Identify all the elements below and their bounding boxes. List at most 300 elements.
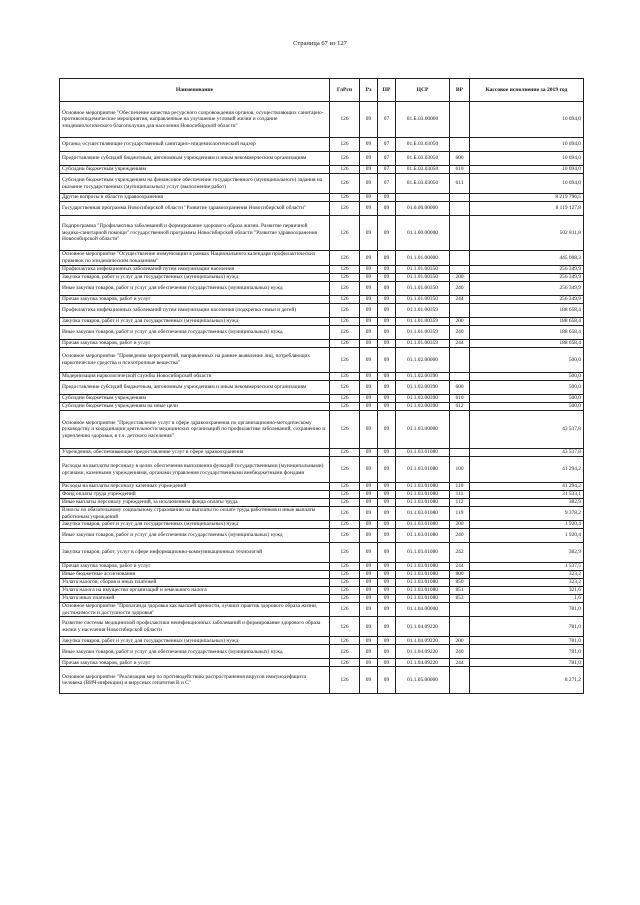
- cell-name: Расходы на выплаты персоналу казенных учреждений: [60, 483, 330, 491]
- cell-grp: 126: [330, 457, 360, 483]
- cell-pr: 09: [378, 194, 396, 202]
- cell-pr: 07: [378, 102, 396, 138]
- table-row: [60, 194, 584, 202]
- cell-rz: 09: [360, 543, 378, 563]
- cell-csr: 01.1.02.00390: [396, 381, 450, 395]
- cell-vr: [450, 138, 470, 152]
- cell-rz: 09: [360, 521, 378, 529]
- cell-pr: 09: [378, 274, 396, 282]
- cell-name: Прочая закупка товаров, работ и услуг: [60, 659, 330, 667]
- table-row: [60, 251, 584, 266]
- cell-csr: 01.1.03.01080: [396, 571, 450, 579]
- cell-sum: 500,0: [470, 348, 584, 373]
- table-row: [60, 403, 584, 411]
- cell-pr: 09: [378, 411, 396, 449]
- cell-grp: 126: [330, 563, 360, 571]
- table-body: [60, 102, 584, 694]
- cell-rz: 09: [360, 166, 378, 174]
- cell-name: Профилактика инфекционных заболеваний путем иммунизации населения: [60, 266, 330, 274]
- cell-sum: 256 349,9: [470, 296, 584, 304]
- cell-rz: 09: [360, 296, 378, 304]
- cell-name: Основное мероприятие "Проведение мероприятий, направленных на раннее выявление лиц, потребляющих наркотические средства и психотропные вещества": [60, 348, 330, 373]
- cell-sum: 8 219 796,5: [470, 194, 584, 202]
- page-number-label: Страница 67 из 127: [293, 40, 347, 47]
- cell-rz: 09: [360, 138, 378, 152]
- cell-csr: 01.1.04.09220: [396, 637, 450, 645]
- cell-name: Субсидии бюджетным учреждениям на иные цели: [60, 403, 330, 411]
- cell-pr: 09: [378, 304, 396, 318]
- header-csr: ЦСР: [396, 79, 450, 102]
- table-row: [60, 645, 584, 659]
- cell-name: Субсидии бюджетным учреждениям: [60, 166, 330, 174]
- cell-name: Предоставление субсидий бюджетным, автономным учреждениям и иным некоммерческим организациям: [60, 381, 330, 395]
- cell-vr: 110: [450, 483, 470, 491]
- cell-name: Прочая закупка товаров, работ и услуг: [60, 563, 330, 571]
- cell-pr: 09: [378, 282, 396, 296]
- cell-sum: 10 694,0: [470, 152, 584, 166]
- cell-vr: 851: [450, 587, 470, 595]
- cell-name: Уплата налогов, сборов и иных платежей: [60, 579, 330, 587]
- cell-grp: 126: [330, 138, 360, 152]
- cell-name: Фонд оплаты труда учреждений: [60, 491, 330, 499]
- cell-name: Иные закупки товаров, работ и услуг для обеспечения государственных (муниципальных) нужд: [60, 282, 330, 296]
- cell-vr: 800: [450, 571, 470, 579]
- cell-sum: 382,9: [470, 499, 584, 507]
- header-name: Наименование: [60, 79, 330, 102]
- cell-sum: 43 537,8: [470, 411, 584, 449]
- cell-name: Иные закупки товаров, работ и услуг для обеспечения государственных (муниципальных) нужд: [60, 645, 330, 659]
- cell-pr: 09: [378, 645, 396, 659]
- cell-name: Закупка товаров, работ и услуг для государственных (муниципальных) нужд: [60, 521, 330, 529]
- cell-pr: 09: [378, 483, 396, 491]
- cell-sum: 445 008,3: [470, 251, 584, 266]
- cell-csr: 01.1.01.00359: [396, 304, 450, 318]
- cell-rz: 09: [360, 563, 378, 571]
- cell-csr: [396, 194, 450, 202]
- cell-rz: 09: [360, 507, 378, 521]
- cell-vr: [450, 449, 470, 457]
- cell-name: Закупка товаров, работ и услуг для государственных (муниципальных) нужд: [60, 318, 330, 326]
- cell-grp: 126: [330, 373, 360, 381]
- cell-csr: 01.1.04.09220: [396, 659, 450, 667]
- cell-vr: [450, 373, 470, 381]
- cell-sum: 781,0: [470, 637, 584, 645]
- cell-pr: 09: [378, 491, 396, 499]
- cell-grp: 126: [330, 348, 360, 373]
- cell-vr: 850: [450, 579, 470, 587]
- cell-grp: 126: [330, 282, 360, 296]
- cell-pr: 09: [378, 499, 396, 507]
- table-row: [60, 138, 584, 152]
- cell-csr: 01.1.03.01080: [396, 563, 450, 571]
- cell-vr: 244: [450, 563, 470, 571]
- cell-name: Основное мероприятие "Осуществление иммунизации в рамках Национального календаря профилактических прививок по эпидемическим показаниям": [60, 251, 330, 266]
- cell-grp: 126: [330, 603, 360, 617]
- table-header-row: [60, 79, 584, 102]
- cell-csr: 01.1.04.09220: [396, 617, 450, 637]
- table-row: [60, 216, 584, 251]
- cell-grp: 126: [330, 216, 360, 251]
- cell-name: Основное мероприятие "Реализация мер по противодействию распространения вирусов иммунодефицита человека (ВИЧ-инфекции) и вирусных гепатитов В и С": [60, 667, 330, 694]
- table-row: [60, 202, 584, 216]
- cell-rz: 09: [360, 617, 378, 637]
- cell-pr: 09: [378, 595, 396, 603]
- table-row: [60, 373, 584, 381]
- header-rz: Рз: [360, 79, 378, 102]
- cell-rz: 09: [360, 529, 378, 543]
- cell-vr: 244: [450, 296, 470, 304]
- cell-rz: 09: [360, 659, 378, 667]
- cell-pr: 09: [378, 403, 396, 411]
- cell-sum: 10 694,0: [470, 138, 584, 152]
- table-row: [60, 587, 584, 595]
- cell-vr: 600: [450, 152, 470, 166]
- cell-rz: 09: [360, 603, 378, 617]
- cell-sum: 781,0: [470, 659, 584, 667]
- cell-name: Расходы на выплаты персоналу в целях обеспечения выполнения функций государственными (муниципальными) органами, казенными учреждениями, органами управления государственными внебюджетными фондами: [60, 457, 330, 483]
- cell-grp: 126: [330, 579, 360, 587]
- cell-rz: 09: [360, 595, 378, 603]
- cell-csr: 01.Б.03.03050: [396, 138, 450, 152]
- cell-sum: 41 294,2: [470, 483, 584, 491]
- cell-name: Субсидии бюджетным учреждениям на финансовое обеспечение государственного (муниципального) задания на оказание государственных (муниципальных) услуг (выполнение работ): [60, 174, 330, 194]
- cell-name: Прочая закупка товаров, работ и услуг: [60, 340, 330, 348]
- cell-sum: 31 533,1: [470, 491, 584, 499]
- header-sum: Кассовое исполнение за 2019 год: [470, 79, 584, 102]
- cell-vr: 612: [450, 403, 470, 411]
- cell-name: Субсидии бюджетным учреждениям: [60, 395, 330, 403]
- table-row: [60, 491, 584, 499]
- cell-grp: 126: [330, 403, 360, 411]
- cell-rz: 09: [360, 381, 378, 395]
- cell-csr: 01.1.03.01080: [396, 507, 450, 521]
- cell-csr: 01.1.01.00359: [396, 326, 450, 340]
- table-row: [60, 340, 584, 348]
- table-row: [60, 667, 584, 694]
- cell-csr: 01.1.01.00000: [396, 251, 450, 266]
- cell-sum: 1,6: [470, 595, 584, 603]
- cell-pr: 09: [378, 563, 396, 571]
- cell-rz: 09: [360, 483, 378, 491]
- cell-name: Взносы по обязательному социальному страхованию на выплаты по оплате труда работников и иные выплаты работникам учреждений: [60, 507, 330, 521]
- cell-sum: 781,0: [470, 617, 584, 637]
- cell-rz: 09: [360, 499, 378, 507]
- cell-grp: 126: [330, 395, 360, 403]
- cell-sum: 8 271,2: [470, 667, 584, 694]
- cell-csr: 01.1.03.01080: [396, 491, 450, 499]
- cell-name: Государственная программа Новосибирской области "Развитие здравоохранения Новосибирской области": [60, 202, 330, 216]
- cell-grp: 126: [330, 521, 360, 529]
- cell-rz: 09: [360, 645, 378, 659]
- cell-grp: 126: [330, 251, 360, 266]
- cell-grp: 126: [330, 617, 360, 637]
- cell-rz: 09: [360, 449, 378, 457]
- cell-rz: 09: [360, 491, 378, 499]
- cell-name: Прочая закупка товаров, работ и услуг: [60, 296, 330, 304]
- cell-rz: 09: [360, 395, 378, 403]
- cell-name: Иные бюджетные ассигнования: [60, 571, 330, 579]
- cell-vr: 200: [450, 521, 470, 529]
- cell-vr: 119: [450, 507, 470, 521]
- cell-vr: 200: [450, 637, 470, 645]
- cell-rz: 09: [360, 403, 378, 411]
- cell-pr: 09: [378, 603, 396, 617]
- cell-csr: 01.1.02.00390: [396, 395, 450, 403]
- cell-rz: 09: [360, 373, 378, 381]
- cell-sum: 321,6: [470, 587, 584, 595]
- table-row: [60, 304, 584, 318]
- cell-sum: 1 920,4: [470, 529, 584, 543]
- cell-name: Иные выплаты персоналу учреждений, за исключением фонда оплаты труда: [60, 499, 330, 507]
- cell-pr: 09: [378, 395, 396, 403]
- table-row: [60, 507, 584, 521]
- cell-vr: [450, 102, 470, 138]
- cell-sum: 500,0: [470, 403, 584, 411]
- cell-pr: 09: [378, 216, 396, 251]
- cell-csr: 01.1.01.00350: [396, 296, 450, 304]
- cell-csr: 01.1.01.00350: [396, 282, 450, 296]
- cell-pr: 09: [378, 659, 396, 667]
- cell-grp: 126: [330, 667, 360, 694]
- cell-sum: 781,0: [470, 645, 584, 659]
- cell-name: Учреждения, обеспечивающие предоставление услуг в сфере здравоохранения: [60, 449, 330, 457]
- cell-sum: 188 658,4: [470, 304, 584, 318]
- cell-rz: 09: [360, 266, 378, 274]
- cell-sum: 1 920,4: [470, 521, 584, 529]
- cell-grp: 126: [330, 449, 360, 457]
- cell-rz: 09: [360, 340, 378, 348]
- cell-csr: 01.1.01.00350: [396, 266, 450, 274]
- cell-grp: 126: [330, 102, 360, 138]
- cell-rz: 09: [360, 348, 378, 373]
- cell-vr: 244: [450, 659, 470, 667]
- cell-name: Уплата налога на имущество организаций и земельного налога: [60, 587, 330, 595]
- cell-rz: 09: [360, 216, 378, 251]
- cell-grp: 126: [330, 491, 360, 499]
- table-row: [60, 266, 584, 274]
- cell-name: Другие вопросы в области здравоохранения: [60, 194, 330, 202]
- header-grp: ГлРсп: [330, 79, 360, 102]
- cell-grp: 126: [330, 645, 360, 659]
- cell-grp: 126: [330, 194, 360, 202]
- cell-vr: 200: [450, 274, 470, 282]
- cell-pr: 09: [378, 266, 396, 274]
- cell-name: Основное мероприятие "Обеспечение качества ресурсного сопровождения органов, осуществляющих санитарно-противоэпидемические мероприятия, направленные на улучшение условий жизни и создание эпидемиологического благополучия для населения Новосибирской области": [60, 102, 330, 138]
- cell-rz: 09: [360, 152, 378, 166]
- cell-sum: 8 119 127,8: [470, 202, 584, 216]
- cell-rz: 09: [360, 304, 378, 318]
- cell-grp: 126: [330, 326, 360, 340]
- cell-rz: 09: [360, 202, 378, 216]
- cell-pr: 09: [378, 507, 396, 521]
- table-row: [60, 543, 584, 563]
- table-row: [60, 449, 584, 457]
- cell-grp: 126: [330, 483, 360, 491]
- cell-sum: 43 537,8: [470, 449, 584, 457]
- cell-pr: 09: [378, 579, 396, 587]
- table-row: [60, 595, 584, 603]
- cell-name: Закупка товаров, работ и услуг для государственных (муниципальных) нужд: [60, 274, 330, 282]
- cell-vr: 240: [450, 282, 470, 296]
- table-row: [60, 563, 584, 571]
- cell-name: Подпрограмма "Профилактика заболеваний и формирование здорового образа жизни. Развитие первичной медико-санитарной помощи" государственной программы Новосибирской области "Развитие здравоохранения Новосибирской области": [60, 216, 330, 251]
- cell-csr: 01.1.00.00000: [396, 216, 450, 251]
- cell-sum: 781,0: [470, 603, 584, 617]
- table-row: [60, 521, 584, 529]
- cell-grp: 126: [330, 571, 360, 579]
- cell-pr: 07: [378, 174, 396, 194]
- cell-rz: 09: [360, 457, 378, 483]
- cell-pr: 07: [378, 166, 396, 174]
- cell-pr: 09: [378, 617, 396, 637]
- cell-vr: 240: [450, 529, 470, 543]
- table-row: [60, 499, 584, 507]
- cell-csr: 01.1.03.01080: [396, 521, 450, 529]
- cell-pr: 09: [378, 521, 396, 529]
- cell-vr: [450, 266, 470, 274]
- cell-grp: 126: [330, 381, 360, 395]
- cell-vr: [450, 411, 470, 449]
- cell-sum: 500,0: [470, 381, 584, 395]
- cell-sum: 9 378,2: [470, 507, 584, 521]
- table-row: [60, 659, 584, 667]
- cell-grp: 126: [330, 318, 360, 326]
- cell-vr: 111: [450, 491, 470, 499]
- table-row: [60, 411, 584, 449]
- table-row: [60, 102, 584, 138]
- cell-pr: 07: [378, 152, 396, 166]
- cell-pr: 09: [378, 571, 396, 579]
- cell-pr: 09: [378, 373, 396, 381]
- cell-pr: 09: [378, 529, 396, 543]
- cell-name: Органы, осуществляющие государственный санитарно-эпидемиологический надзор: [60, 138, 330, 152]
- cell-pr: 09: [378, 326, 396, 340]
- cell-rz: 09: [360, 667, 378, 694]
- cell-grp: 126: [330, 304, 360, 318]
- cell-pr: 09: [378, 340, 396, 348]
- cell-grp: 126: [330, 340, 360, 348]
- table-row: [60, 637, 584, 645]
- cell-grp: 126: [330, 659, 360, 667]
- table-row: [60, 457, 584, 483]
- cell-vr: 242: [450, 543, 470, 563]
- cell-csr: 01.1.03.01080: [396, 595, 450, 603]
- cell-name: Иные закупки товаров, работ и услуг для обеспечения государственных (муниципальных) нужд: [60, 529, 330, 543]
- table-row: [60, 603, 584, 617]
- table-row: [60, 152, 584, 166]
- cell-rz: 09: [360, 411, 378, 449]
- table-row: [60, 395, 584, 403]
- cell-csr: 01.Б.03.03050: [396, 174, 450, 194]
- table-row: [60, 326, 584, 340]
- cell-vr: [450, 216, 470, 251]
- cell-vr: [450, 667, 470, 694]
- table-row: [60, 579, 584, 587]
- cell-sum: 500,0: [470, 395, 584, 403]
- cell-vr: 610: [450, 395, 470, 403]
- cell-pr: 09: [378, 202, 396, 216]
- cell-vr: 100: [450, 457, 470, 483]
- cell-grp: 126: [330, 543, 360, 563]
- cell-pr: 09: [378, 348, 396, 373]
- cell-name: Модернизация наркологической службы Новосибирской области: [60, 373, 330, 381]
- cell-sum: 188 658,4: [470, 326, 584, 340]
- cell-csr: 01.1.01.00350: [396, 274, 450, 282]
- cell-vr: 853: [450, 595, 470, 603]
- cell-csr: 01.Б.03.00000: [396, 102, 450, 138]
- cell-sum: 382,9: [470, 543, 584, 563]
- cell-csr: 01.1.02.00000: [396, 348, 450, 373]
- table-row: [60, 282, 584, 296]
- cell-csr: 01.1.01.00359: [396, 318, 450, 326]
- cell-vr: 112: [450, 499, 470, 507]
- cell-sum: 256 349,9: [470, 266, 584, 274]
- table-row: [60, 381, 584, 395]
- cell-csr: 01.1.03.01080: [396, 457, 450, 483]
- cell-vr: 600: [450, 381, 470, 395]
- cell-grp: 126: [330, 174, 360, 194]
- cell-grp: 126: [330, 529, 360, 543]
- cell-vr: [450, 194, 470, 202]
- cell-csr: 01.Б.03.03050: [396, 166, 450, 174]
- cell-csr: 01.1.03.01080: [396, 543, 450, 563]
- table-row: [60, 571, 584, 579]
- cell-name: Основное мероприятие "Пропаганда здоровья как высшей ценности, лучших практик здорового образа жизни, достижимости и доступности здоровья": [60, 603, 330, 617]
- cell-vr: [450, 251, 470, 266]
- table-row: [60, 529, 584, 543]
- cell-rz: 09: [360, 274, 378, 282]
- cell-vr: 240: [450, 645, 470, 659]
- cell-rz: 09: [360, 174, 378, 194]
- cell-vr: [450, 348, 470, 373]
- cell-rz: 09: [360, 282, 378, 296]
- cell-grp: 126: [330, 274, 360, 282]
- cell-rz: 09: [360, 194, 378, 202]
- cell-pr: 09: [378, 251, 396, 266]
- table-row: [60, 318, 584, 326]
- table-row: [60, 166, 584, 174]
- cell-vr: 200: [450, 318, 470, 326]
- cell-csr: 01.1.02.00390: [396, 403, 450, 411]
- cell-sum: 500,0: [470, 373, 584, 381]
- cell-name: Развитие системы медицинской профилактики неинфекционных заболеваний и формирование здорового образа жизни у населения Новосибирской области: [60, 617, 330, 637]
- cell-csr: 01.1.03.00000: [396, 411, 450, 449]
- cell-pr: 09: [378, 667, 396, 694]
- cell-grp: 126: [330, 266, 360, 274]
- cell-vr: 244: [450, 340, 470, 348]
- header-vr: ВР: [450, 79, 470, 102]
- cell-pr: 09: [378, 318, 396, 326]
- cell-pr: 09: [378, 457, 396, 483]
- cell-csr: 01.1.04.09220: [396, 645, 450, 659]
- table-row: [60, 274, 584, 282]
- cell-rz: 09: [360, 102, 378, 138]
- cell-grp: 126: [330, 587, 360, 595]
- cell-grp: 126: [330, 152, 360, 166]
- cell-pr: 09: [378, 543, 396, 563]
- cell-name: Уплата иных платежей: [60, 595, 330, 603]
- cell-sum: 256 349,9: [470, 282, 584, 296]
- cell-grp: 126: [330, 411, 360, 449]
- cell-rz: 09: [360, 571, 378, 579]
- table-row: [60, 348, 584, 373]
- cell-csr: 01.1.03.01080: [396, 449, 450, 457]
- cell-sum: 256 349,9: [470, 274, 584, 282]
- cell-grp: 126: [330, 507, 360, 521]
- cell-csr: 01.1.03.01080: [396, 529, 450, 543]
- cell-grp: 126: [330, 499, 360, 507]
- cell-csr: 01.1.03.01080: [396, 499, 450, 507]
